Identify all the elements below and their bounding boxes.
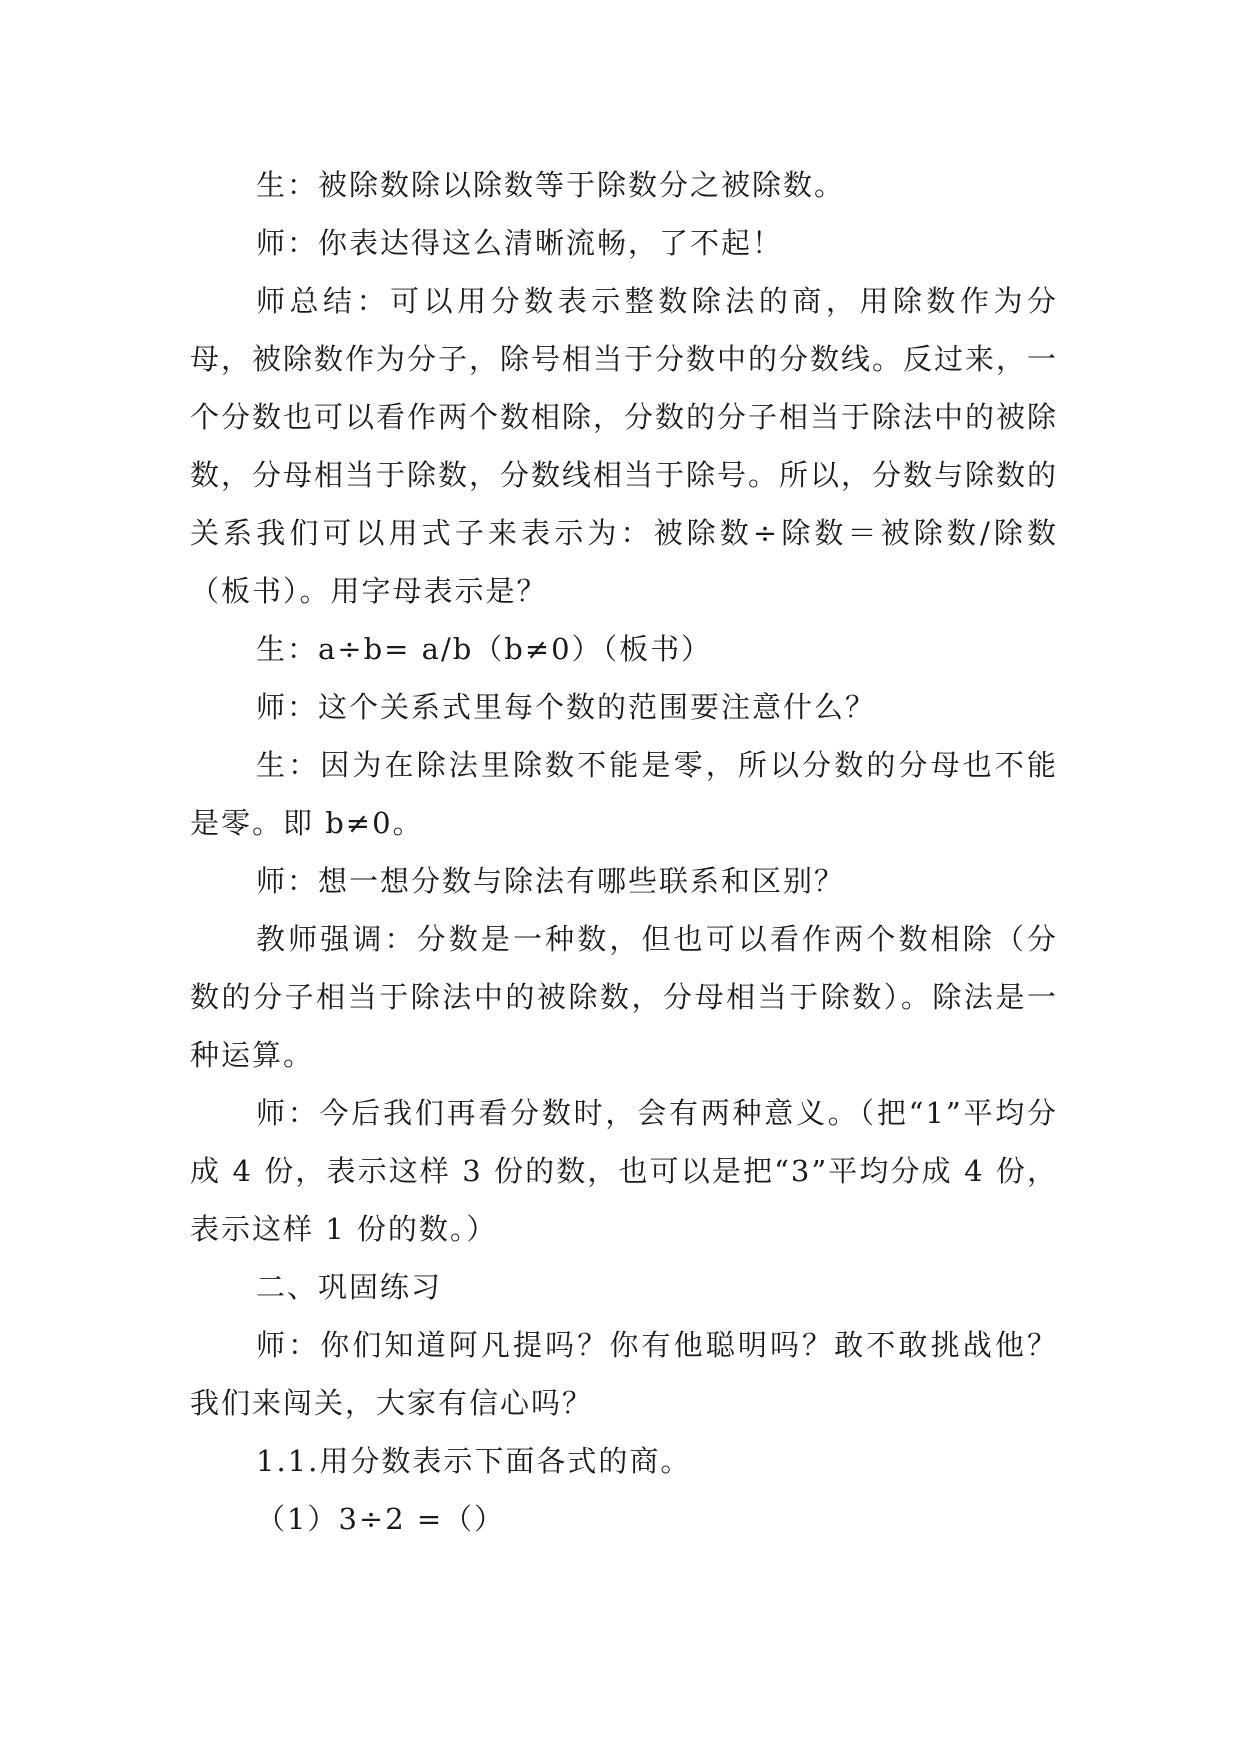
paragraph-student-reason: 生：因为在除法里除数不能是零，所以分数的分母也不能是零。即 b≠0。	[190, 748, 1058, 840]
paragraph-teacher-summary: 师总结：可以用分数表示整数除法的商，用除数作为分母，被除数作为分子，除号相当于分数中的分数线。反过来，一个分数也可以看作两个数相除，分数的分子相当于除法中的被除数，分母相当于除数，分数线相当于除号。所以，分数与除数的关系我们可以用式子来表示为：被除数÷除数＝被除数/除数（板书）。用字母表示是？	[190, 284, 1059, 608]
paragraph-student-answer: 生：被除数除以除数等于除数分之被除数。	[256, 168, 846, 202]
paragraph-teacher-think: 师：想一想分数与除法有哪些联系和区别？	[256, 864, 846, 898]
paragraph-teacher-meaning: 师：今后我们再看分数时，会有两种意义。（把“1”平均分成 4 份，表示这样 3 份的数，也可以是把“3”平均分成 4 份，表示这样 1 份的数。）	[190, 1096, 1058, 1246]
document-body	[190, 156, 1058, 1548]
exercise-item: （1）3÷2 =（）	[256, 1502, 506, 1536]
exercise-instruction: 1.1.用分数表示下面各式的商。	[256, 1444, 692, 1478]
paragraph-teacher-praise: 师：你表达得这么清晰流畅，了不起！	[256, 226, 784, 260]
paragraph-teacher-question: 师：这个关系式里每个数的范围要注意什么？	[256, 690, 877, 724]
paragraph-teacher-challenge: 师：你们知道阿凡提吗？你有他聪明吗？敢不敢挑战他？我们来闯关，大家有信心吗？	[190, 1328, 1058, 1420]
paragraph-student-formula: 生：a÷b= a/b（b≠0）（板书）	[256, 632, 713, 666]
section-heading-practice: 二、巩固练习	[256, 1270, 443, 1304]
paragraph-teacher-emphasis: 教师强调：分数是一种数，但也可以看作两个数相除（分数的分子相当于除法中的被除数，分母相当于除数）。除法是一种运算。	[190, 922, 1058, 1072]
